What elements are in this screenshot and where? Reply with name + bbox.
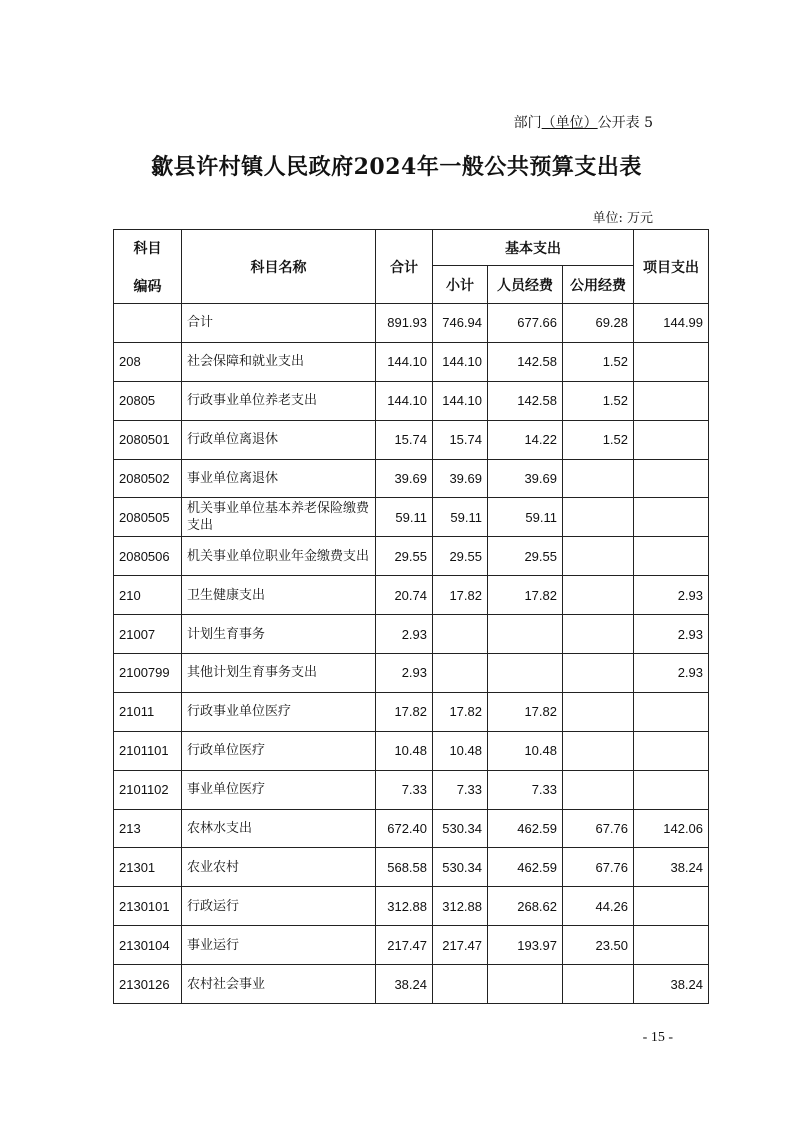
form-unit: （单位） xyxy=(541,115,598,131)
cell-personnel: 7.33 xyxy=(488,770,563,809)
cell-name: 机关事业单位职业年金缴费支出 xyxy=(182,537,376,576)
table-row xyxy=(114,381,709,420)
budget-table xyxy=(113,229,709,1004)
cell-subtotal: 17.82 xyxy=(433,576,488,615)
col-subtotal-header: 小计 xyxy=(433,266,488,304)
cell-personnel: 462.59 xyxy=(488,848,563,887)
cell-total: 20.74 xyxy=(376,576,433,615)
col-basic-group-header: 基本支出 xyxy=(433,230,634,266)
cell-subtotal: 144.10 xyxy=(433,342,488,381)
table-row xyxy=(114,615,709,654)
cell-code: 2080502 xyxy=(114,459,182,498)
table-row xyxy=(114,809,709,848)
cell-subtotal: 10.48 xyxy=(433,731,488,770)
cell-personnel: 193.97 xyxy=(488,926,563,965)
cell-code xyxy=(114,304,182,343)
cell-personnel xyxy=(488,654,563,693)
cell-personnel: 142.58 xyxy=(488,342,563,381)
cell-project xyxy=(634,459,709,498)
cell-name: 农业农村 xyxy=(182,848,376,887)
cell-subtotal: 7.33 xyxy=(433,770,488,809)
col-project-header: 项目支出 xyxy=(634,230,709,304)
table-row xyxy=(114,498,709,537)
cell-subtotal: 59.11 xyxy=(433,498,488,537)
cell-public xyxy=(563,498,634,537)
cell-name: 其他计划生育事务支出 xyxy=(182,654,376,693)
cell-name: 机关事业单位基本养老保险缴费支出 xyxy=(182,498,376,537)
cell-personnel: 59.11 xyxy=(488,498,563,537)
cell-project xyxy=(634,537,709,576)
cell-public: 1.52 xyxy=(563,420,634,459)
cell-public xyxy=(563,615,634,654)
cell-code: 2130126 xyxy=(114,965,182,1004)
col-code-header xyxy=(114,230,182,304)
cell-total: 39.69 xyxy=(376,459,433,498)
cell-subtotal: 39.69 xyxy=(433,459,488,498)
table-row xyxy=(114,304,709,343)
cell-personnel: 142.58 xyxy=(488,381,563,420)
cell-public: 69.28 xyxy=(563,304,634,343)
cell-personnel xyxy=(488,965,563,1004)
cell-total: 217.47 xyxy=(376,926,433,965)
table-row xyxy=(114,770,709,809)
cell-project: 2.93 xyxy=(634,615,709,654)
cell-total: 144.10 xyxy=(376,342,433,381)
cell-total: 312.88 xyxy=(376,887,433,926)
col-code-bottom: 编码 xyxy=(133,278,162,295)
cell-subtotal: 144.10 xyxy=(433,381,488,420)
cell-project xyxy=(634,926,709,965)
page-number: - 15 - xyxy=(642,1030,673,1045)
cell-code: 2080501 xyxy=(114,420,182,459)
cell-total: 2.93 xyxy=(376,615,433,654)
cell-personnel: 462.59 xyxy=(488,809,563,848)
cell-code: 2080505 xyxy=(114,498,182,537)
cell-total: 59.11 xyxy=(376,498,433,537)
cell-project xyxy=(634,342,709,381)
cell-public: 1.52 xyxy=(563,381,634,420)
cell-code: 2100799 xyxy=(114,654,182,693)
cell-personnel: 14.22 xyxy=(488,420,563,459)
cell-subtotal: 15.74 xyxy=(433,420,488,459)
cell-project xyxy=(634,731,709,770)
cell-public xyxy=(563,537,634,576)
cell-personnel: 17.82 xyxy=(488,692,563,731)
cell-name: 社会保障和就业支出 xyxy=(182,342,376,381)
cell-code: 21007 xyxy=(114,615,182,654)
cell-name: 行政单位离退休 xyxy=(182,420,376,459)
cell-public xyxy=(563,770,634,809)
col-total-header: 合计 xyxy=(376,230,433,304)
table-row xyxy=(114,887,709,926)
cell-project: 142.06 xyxy=(634,809,709,848)
table-row xyxy=(114,965,709,1004)
cell-project: 2.93 xyxy=(634,576,709,615)
cell-name: 卫生健康支出 xyxy=(182,576,376,615)
form-prefix: 部门 xyxy=(513,115,542,131)
cell-public xyxy=(563,692,634,731)
cell-subtotal: 746.94 xyxy=(433,304,488,343)
cell-public: 44.26 xyxy=(563,887,634,926)
cell-code: 21011 xyxy=(114,692,182,731)
cell-code: 2080506 xyxy=(114,537,182,576)
table-row xyxy=(114,342,709,381)
cell-name: 行政事业单位医疗 xyxy=(182,692,376,731)
cell-code: 2101102 xyxy=(114,770,182,809)
cell-total: 672.40 xyxy=(376,809,433,848)
cell-subtotal: 530.34 xyxy=(433,848,488,887)
col-personnel-header: 人员经费 xyxy=(488,266,563,304)
cell-personnel: 268.62 xyxy=(488,887,563,926)
cell-name: 行政单位医疗 xyxy=(182,731,376,770)
cell-subtotal: 217.47 xyxy=(433,926,488,965)
cell-project: 38.24 xyxy=(634,965,709,1004)
cell-personnel xyxy=(488,615,563,654)
cell-code: 2101101 xyxy=(114,731,182,770)
table-row xyxy=(114,537,709,576)
cell-project: 2.93 xyxy=(634,654,709,693)
cell-public xyxy=(563,576,634,615)
cell-public: 1.52 xyxy=(563,342,634,381)
cell-personnel: 39.69 xyxy=(488,459,563,498)
form-label xyxy=(514,112,653,132)
cell-public xyxy=(563,654,634,693)
unit-label: 单位: 万元 xyxy=(592,211,653,226)
cell-code: 21301 xyxy=(114,848,182,887)
cell-name: 农村社会事业 xyxy=(182,965,376,1004)
table-row xyxy=(114,926,709,965)
cell-subtotal: 29.55 xyxy=(433,537,488,576)
cell-project xyxy=(634,498,709,537)
cell-code: 213 xyxy=(114,809,182,848)
cell-name: 行政事业单位养老支出 xyxy=(182,381,376,420)
cell-code: 208 xyxy=(114,342,182,381)
cell-project xyxy=(634,770,709,809)
cell-project xyxy=(634,381,709,420)
cell-public: 23.50 xyxy=(563,926,634,965)
cell-subtotal: 530.34 xyxy=(433,809,488,848)
col-code-top: 科目 xyxy=(133,240,162,257)
cell-public: 67.76 xyxy=(563,848,634,887)
table-body xyxy=(114,304,709,1004)
form-suffix: 公开表 5 xyxy=(597,115,653,131)
cell-personnel: 677.66 xyxy=(488,304,563,343)
cell-project xyxy=(634,887,709,926)
cell-code: 210 xyxy=(114,576,182,615)
cell-project: 144.99 xyxy=(634,304,709,343)
cell-code: 2130101 xyxy=(114,887,182,926)
cell-personnel: 10.48 xyxy=(488,731,563,770)
cell-total: 2.93 xyxy=(376,654,433,693)
col-public-header: 公用经费 xyxy=(563,266,634,304)
cell-total: 568.58 xyxy=(376,848,433,887)
cell-name: 事业运行 xyxy=(182,926,376,965)
cell-code: 20805 xyxy=(114,381,182,420)
table-row xyxy=(114,576,709,615)
page-title: 歙县许村镇人民政府2024年一般公共预算支出表 xyxy=(151,154,642,180)
cell-project xyxy=(634,692,709,731)
cell-name: 计划生育事务 xyxy=(182,615,376,654)
cell-subtotal xyxy=(433,654,488,693)
cell-total: 891.93 xyxy=(376,304,433,343)
cell-public: 67.76 xyxy=(563,809,634,848)
table-row xyxy=(114,848,709,887)
cell-personnel: 29.55 xyxy=(488,537,563,576)
cell-total: 144.10 xyxy=(376,381,433,420)
cell-code: 2130104 xyxy=(114,926,182,965)
cell-project xyxy=(634,420,709,459)
cell-personnel: 17.82 xyxy=(488,576,563,615)
table-row xyxy=(114,731,709,770)
cell-total: 29.55 xyxy=(376,537,433,576)
cell-name: 行政运行 xyxy=(182,887,376,926)
col-name-header: 科目名称 xyxy=(182,230,376,304)
cell-total: 17.82 xyxy=(376,692,433,731)
table-row xyxy=(114,692,709,731)
cell-total: 15.74 xyxy=(376,420,433,459)
cell-public xyxy=(563,459,634,498)
cell-name: 事业单位医疗 xyxy=(182,770,376,809)
cell-public xyxy=(563,731,634,770)
cell-name: 农林水支出 xyxy=(182,809,376,848)
cell-project: 38.24 xyxy=(634,848,709,887)
table-row xyxy=(114,420,709,459)
cell-subtotal xyxy=(433,965,488,1004)
cell-subtotal xyxy=(433,615,488,654)
cell-subtotal: 312.88 xyxy=(433,887,488,926)
cell-total: 10.48 xyxy=(376,731,433,770)
cell-name: 事业单位离退休 xyxy=(182,459,376,498)
cell-total: 7.33 xyxy=(376,770,433,809)
cell-subtotal: 17.82 xyxy=(433,692,488,731)
table-row xyxy=(114,654,709,693)
cell-total: 38.24 xyxy=(376,965,433,1004)
cell-name: 合计 xyxy=(182,304,376,343)
cell-public xyxy=(563,965,634,1004)
table-row xyxy=(114,459,709,498)
